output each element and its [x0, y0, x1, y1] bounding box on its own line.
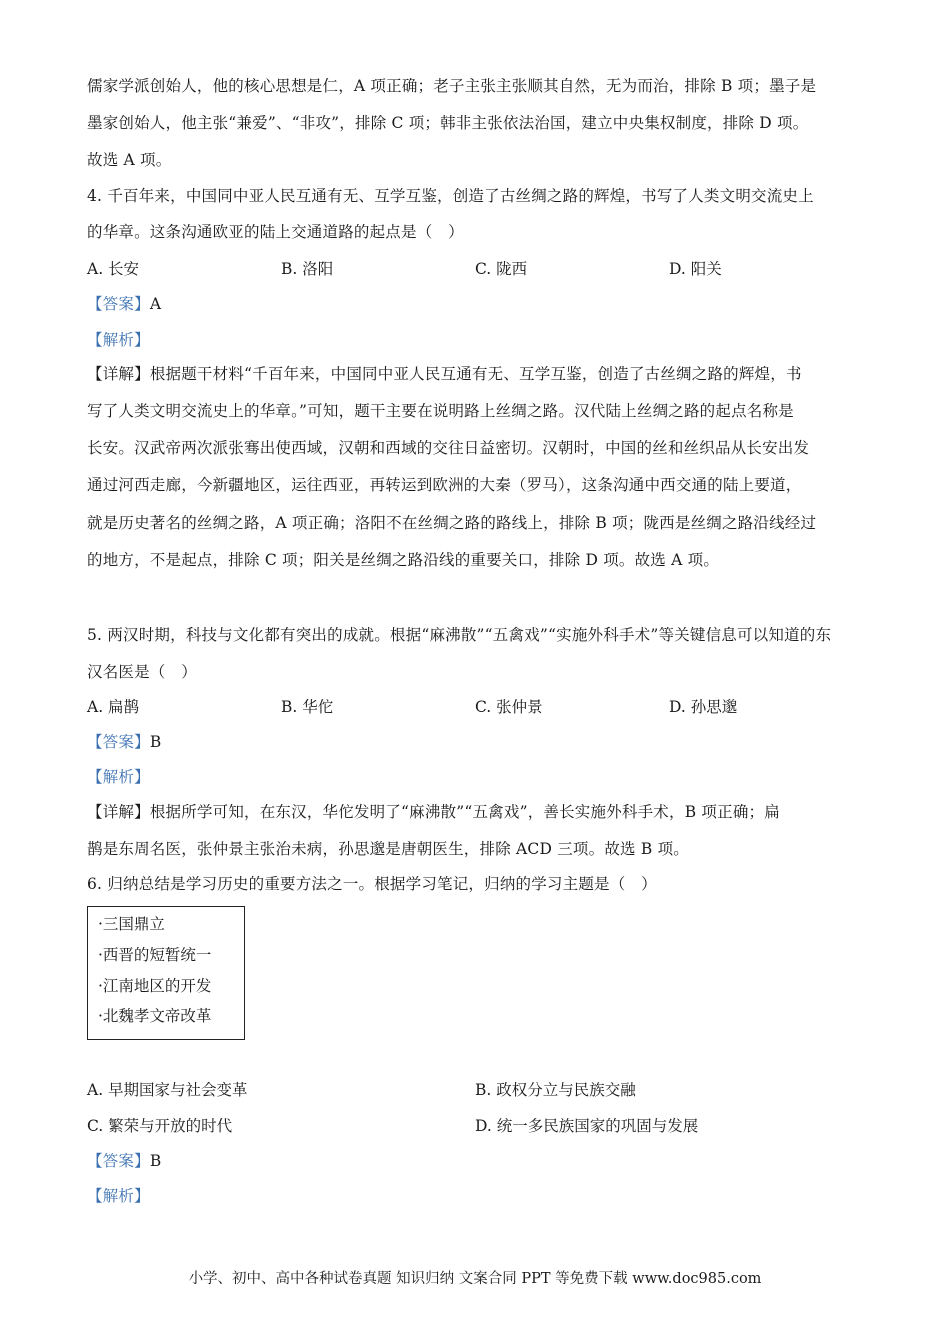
q4-detail: 的地方，不是起点，排除 C 项；阳关是丝绸之路沿线的重要关口，排除 D 项。故选 A 项。	[87, 551, 720, 569]
answer-tag: 【答案】	[87, 1152, 150, 1170]
answer-value: B	[149, 733, 162, 751]
text-line: 故选 A 项。	[87, 151, 172, 169]
detail-tag: 【详解】	[87, 803, 150, 821]
note-item: ·江南地区的开发	[98, 977, 212, 995]
q5-detail: 鹊是东周名医，张仲景主张治未病，孙思邈是唐朝医生，排除 ACD 三项。故选 B 项。	[87, 840, 689, 858]
note-item: ·三国鼎立	[98, 915, 165, 933]
q4-detail: 就是历史著名的丝绸之路，A 项正确；洛阳不在丝绸之路的路线上，排除 B 项；陇西是丝绸之路沿线经过	[87, 514, 817, 532]
q6-answer	[87, 1151, 867, 1171]
q4-option-b: B. 洛阳	[281, 260, 334, 278]
answer-tag: 【答案】	[87, 295, 150, 313]
question-5-stem: 5. 两汉时期，科技与文化都有突出的成就。根据“麻沸散”“五禽戏”“实施外科手术”等关键信息可以知道的东	[87, 626, 832, 644]
question-4-stem: 的华章。这条沟通欧亚的陆上交通道路的起点是（ ）	[87, 223, 464, 241]
question-6-stem: 6. 归纳总结是学习历史的重要方法之一。根据学习笔记，归纳的学习主题是（ ）	[87, 875, 657, 893]
text-line: 儒家学派创始人，他的核心思想是仁，A 项正确；老子主张主张顺其自然，无为而治，排除 B 项；墨子是	[87, 77, 817, 95]
q6-option-a: A. 早期国家与社会变革	[87, 1081, 248, 1099]
page-footer: 小学、初中、高中各种试卷真题 知识归纳 文案合同 PPT 等免费下载 www.doc985.com	[188, 1271, 762, 1287]
q4-detail: 通过河西走廊，今新疆地区，运往西亚，再转运到欧洲的大秦（罗马），这条沟通中西交通的陆上要道，	[87, 476, 802, 494]
answer-value: B	[149, 1152, 162, 1170]
analysis-tag: 【解析】	[87, 768, 150, 786]
q4-detail: 写了人类文明交流史上的华章。”可知，题干主要在说明路上丝绸之路。汉代陆上丝绸之路的起点名称是	[87, 402, 794, 420]
q6-option-b: B. 政权分立与民族交融	[475, 1081, 636, 1099]
q4-option-d: D. 阳关	[669, 260, 722, 278]
q5-option-a: A. 扁鹊	[87, 698, 140, 716]
question-5-stem: 汉名医是（ ）	[87, 663, 197, 681]
q4-detail: 长安。汉武帝两次派张骞出使西域，汉朝和西域的交往日益密切。汉朝时，中国的丝和丝织品从长安出发	[87, 439, 810, 457]
q4-option-a: A. 长安	[87, 260, 140, 278]
detail-text: 根据所学可知，在东汉，华佗发明了“麻沸散”“五禽戏”，善长实施外科手术，B 项正确；扁	[149, 803, 780, 821]
q5-option-c: C. 张仲景	[475, 698, 543, 716]
answer-value: A	[149, 295, 162, 313]
note-item: ·西晋的短暂统一	[98, 946, 212, 964]
q6-analysis-tag	[87, 1186, 867, 1206]
q5-option-b: B. 华佗	[281, 698, 334, 716]
text-line: 墨家创始人，他主张“兼爱”、“非攻”，排除 C 项；韩非主张依法治国，建立中央集权制度，排除 D 项。	[87, 114, 809, 132]
question-4-stem: 4. 千百年来，中国同中亚人民互通有无、互学互鉴，创造了古丝绸之路的辉煌，书写了人类文明交流史上	[87, 187, 814, 205]
q6-option-d: D. 统一多民族国家的巩固与发展	[475, 1117, 699, 1135]
q5-option-d: D. 孙思邈	[669, 698, 738, 716]
analysis-tag: 【解析】	[87, 1187, 150, 1205]
analysis-tag: 【解析】	[87, 331, 150, 349]
q6-option-c: C. 繁荣与开放的时代	[87, 1117, 233, 1135]
q4-option-c: C. 陇西	[475, 260, 528, 278]
q5-answer	[87, 732, 867, 752]
study-notes-box	[87, 906, 245, 1040]
answer-tag: 【答案】	[87, 733, 150, 751]
detail-tag: 【详解】	[87, 365, 150, 383]
q4-answer	[87, 294, 867, 314]
q5-detail	[87, 802, 867, 822]
q4-analysis-tag	[87, 330, 867, 350]
q5-analysis-tag	[87, 767, 867, 787]
note-item: ·北魏孝文帝改革	[98, 1007, 212, 1025]
detail-text: 根据题干材料“千百年来，中国同中亚人民互通有无、互学互鉴，创造了古丝绸之路的辉煌，书	[149, 365, 802, 383]
q4-detail	[87, 364, 867, 384]
